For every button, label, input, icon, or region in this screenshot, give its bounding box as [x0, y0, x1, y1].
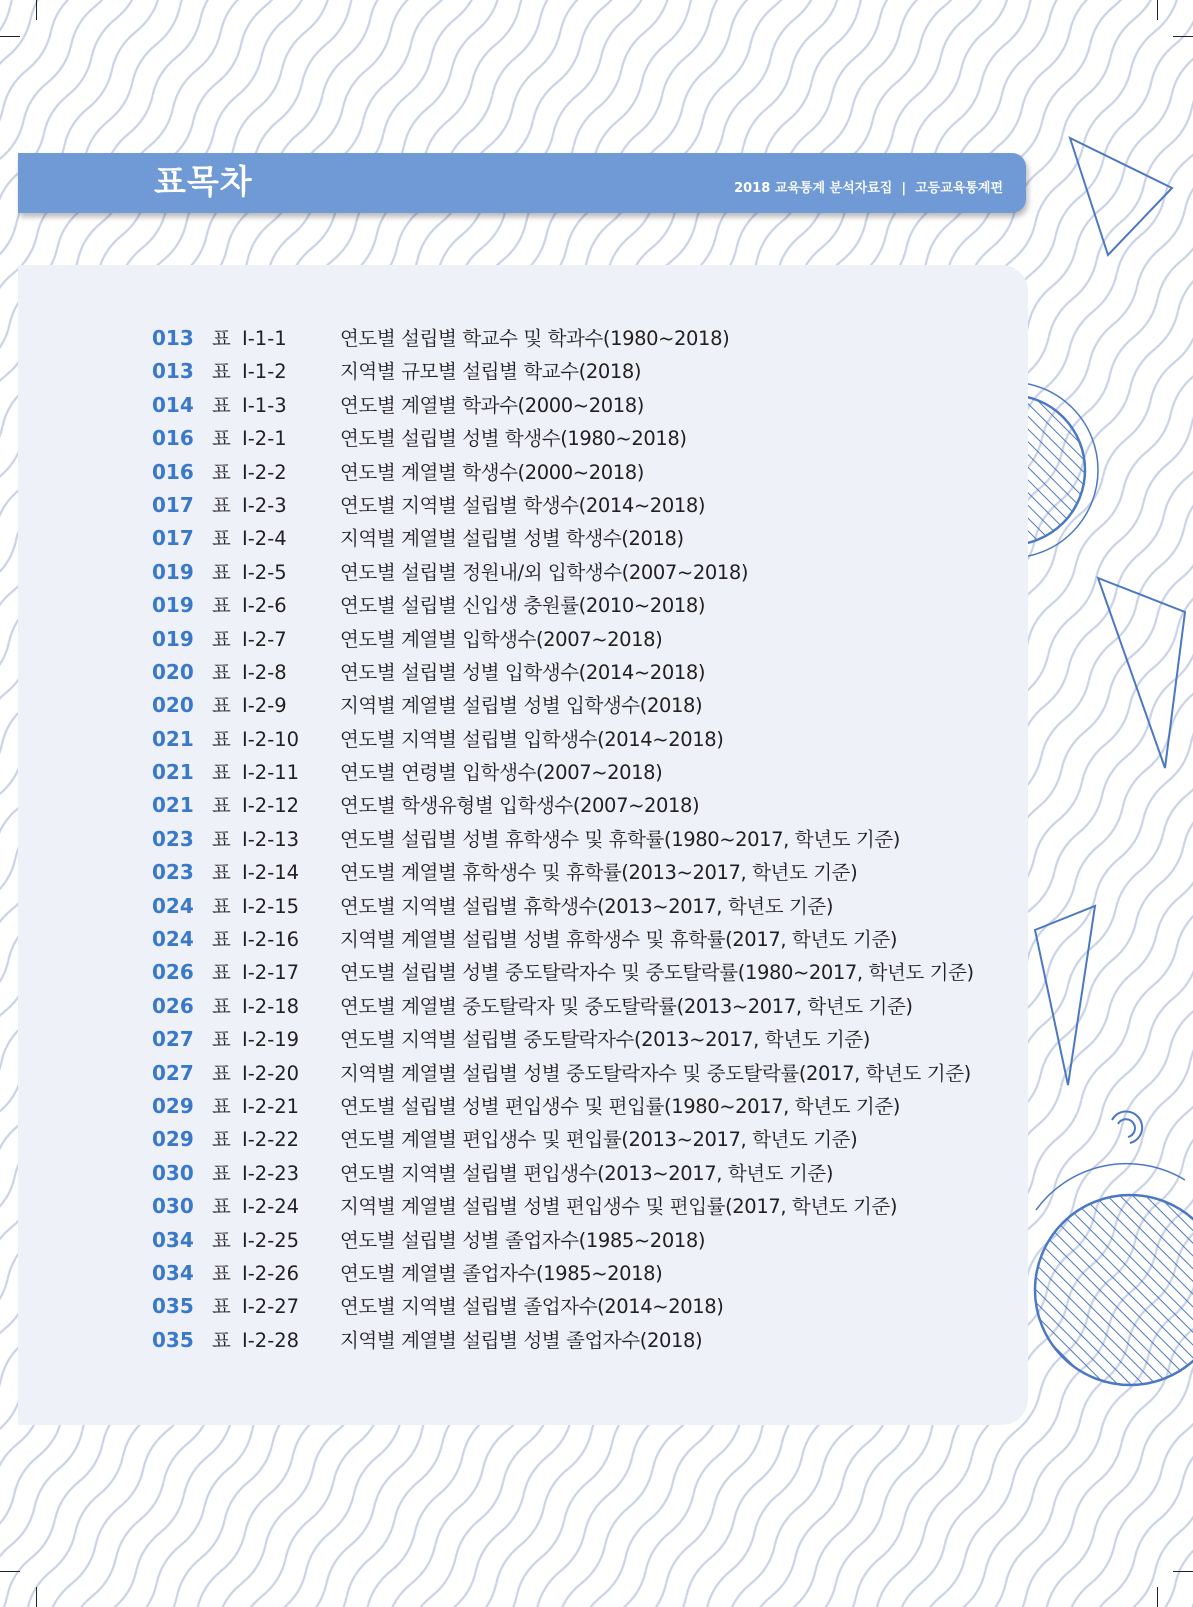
toc-prefix: 표 — [212, 1328, 231, 1352]
toc-item[interactable] — [152, 422, 974, 455]
toc-prefix: 표 — [212, 660, 231, 684]
toc-item[interactable] — [152, 623, 974, 656]
toc-title: 연도별 계열별 졸업자수(1985~2018) — [340, 1261, 663, 1285]
toc-title: 연도별 계열별 입학생수(2007~2018) — [340, 627, 663, 651]
toc-title: 지역별 계열별 설립별 성별 편입생수 및 편입률(2017, 학년도 기준) — [340, 1195, 898, 1219]
toc-item[interactable] — [152, 856, 974, 889]
crop-mark — [1173, 1571, 1193, 1572]
toc-title: 지역별 계열별 설립별 성별 중도탈락자수 및 중도탈락률(2017, 학년도 기준) — [340, 1061, 971, 1085]
toc-prefix: 표 — [212, 327, 231, 350]
toc-title: 지역별 계열별 설립별 성별 학생수(2018) — [340, 527, 684, 551]
toc-title: 연도별 계열별 편입생수 및 편입률(2013~2017, 학년도 기준) — [340, 1128, 858, 1152]
toc-table-number: Ⅰ-2-20 — [242, 1061, 300, 1085]
toc-page-number: 021 — [152, 726, 194, 751]
toc-title: 연도별 설립별 성별 중도탈락자수 및 중도탈락률(1980~2017, 학년도 기준) — [340, 961, 974, 985]
crop-mark — [36, 1587, 37, 1607]
toc-item[interactable] — [152, 322, 974, 355]
toc-page-number: 017 — [152, 526, 194, 551]
toc-item[interactable] — [152, 589, 974, 622]
toc-prefix: 표 — [212, 560, 231, 584]
toc-table-number: Ⅰ-2-16 — [242, 928, 300, 952]
toc-prefix: 표 — [212, 1028, 231, 1052]
toc-prefix: 표 — [212, 827, 231, 851]
toc-item[interactable] — [152, 355, 974, 388]
toc-title: 연도별 설립별 성별 졸업자수(1985~2018) — [340, 1228, 706, 1252]
toc-item[interactable] — [152, 456, 974, 489]
toc-page-number: 016 — [152, 459, 194, 484]
toc-page-number: 019 — [152, 626, 194, 651]
book-edition: 고등교육통계편 — [915, 181, 1003, 196]
toc-item[interactable] — [152, 1090, 974, 1123]
toc-page-number: 030 — [152, 1194, 194, 1219]
toc-item[interactable] — [152, 1224, 974, 1257]
toc-prefix: 표 — [212, 460, 231, 484]
toc-item[interactable] — [152, 890, 974, 923]
toc-table-number: Ⅰ-2-23 — [242, 1161, 300, 1185]
toc-item[interactable] — [152, 789, 974, 822]
toc-title: 연도별 지역별 설립별 학생수(2014~2018) — [340, 493, 706, 517]
toc-page-number: 026 — [152, 960, 194, 985]
toc-table-number: Ⅰ-2-4 — [242, 527, 287, 551]
toc-table-number: Ⅰ-2-25 — [242, 1228, 300, 1252]
toc-item[interactable] — [152, 1257, 974, 1290]
crop-mark — [36, 0, 37, 20]
toc-page-number: 016 — [152, 426, 194, 451]
toc-page-number: 020 — [152, 659, 194, 684]
toc-title: 연도별 설립별 성별 학생수(1980~2018) — [340, 427, 687, 451]
toc-title: 연도별 지역별 설립별 휴학생수(2013~2017, 학년도 기준) — [340, 894, 834, 918]
crop-mark — [1157, 0, 1158, 20]
toc-prefix: 표 — [212, 894, 231, 918]
toc-item[interactable] — [152, 1123, 974, 1156]
toc-item[interactable] — [152, 1290, 974, 1323]
toc-title: 연도별 설립별 신입생 충원률(2010~2018) — [340, 594, 706, 618]
toc-prefix: 표 — [212, 393, 231, 417]
toc-page-number: 023 — [152, 826, 194, 851]
toc-prefix: 표 — [212, 861, 231, 885]
toc-prefix: 표 — [212, 1195, 231, 1219]
toc-item[interactable] — [152, 556, 974, 589]
toc-item[interactable] — [152, 1057, 974, 1090]
toc-title: 연도별 계열별 중도탈락자 및 중도탈락률(2013~2017, 학년도 기준) — [340, 994, 913, 1018]
toc-item[interactable] — [152, 1190, 974, 1223]
toc-page-number: 030 — [152, 1160, 194, 1185]
toc-table-number: Ⅰ-2-9 — [242, 694, 287, 718]
toc-prefix: 표 — [212, 928, 231, 952]
toc-table-number: Ⅰ-2-12 — [242, 794, 300, 818]
toc-page-number: 014 — [152, 392, 194, 417]
crop-mark — [1157, 1587, 1158, 1607]
toc-prefix: 표 — [212, 1295, 231, 1319]
toc-prefix: 표 — [212, 427, 231, 451]
toc-page-number: 024 — [152, 927, 194, 952]
toc-table-number: Ⅰ-2-14 — [242, 861, 300, 885]
toc-prefix: 표 — [212, 1094, 231, 1118]
toc-page-number: 020 — [152, 693, 194, 718]
toc-prefix: 표 — [212, 493, 231, 517]
toc-item[interactable] — [152, 923, 974, 956]
toc-table-number: Ⅰ-2-19 — [242, 1028, 300, 1052]
toc-title: 연도별 계열별 학과수(2000~2018) — [340, 393, 644, 417]
toc-page-number: 023 — [152, 860, 194, 885]
toc-page-number: 017 — [152, 492, 194, 517]
toc-title: 연도별 계열별 휴학생수 및 휴학률(2013~2017, 학년도 기준) — [340, 861, 858, 885]
toc-item[interactable] — [152, 1023, 974, 1056]
toc-prefix: 표 — [212, 694, 231, 718]
toc-title: 연도별 지역별 설립별 편입생수(2013~2017, 학년도 기준) — [340, 1161, 834, 1185]
toc-title: 연도별 지역별 설립별 중도탈락자수(2013~2017, 학년도 기준) — [340, 1028, 870, 1052]
toc-page-number: 013 — [152, 326, 194, 350]
toc-item[interactable] — [152, 756, 974, 789]
toc-page-number: 019 — [152, 559, 194, 584]
toc-prefix: 표 — [212, 1228, 231, 1252]
toc-prefix: 표 — [212, 594, 231, 618]
toc-prefix: 표 — [212, 727, 231, 751]
toc-prefix: 표 — [212, 360, 231, 384]
toc-table-number: Ⅰ-2-24 — [242, 1195, 300, 1219]
toc-title: 연도별 설립별 성별 휴학생수 및 휴학률(1980~2017, 학년도 기준) — [340, 827, 900, 851]
toc-table-number: Ⅰ-2-15 — [242, 894, 300, 918]
toc-item[interactable] — [152, 522, 974, 555]
toc-table-number: Ⅰ-2-13 — [242, 827, 300, 851]
toc-page-number: 026 — [152, 993, 194, 1018]
toc-page-number: 034 — [152, 1260, 194, 1285]
toc-item[interactable] — [152, 823, 974, 856]
toc-page-number: 021 — [152, 793, 194, 818]
toc-title: 지역별 계열별 설립별 성별 휴학생수 및 휴학률(2017, 학년도 기준) — [340, 928, 898, 952]
toc-item[interactable] — [152, 723, 974, 756]
toc-page-number: 035 — [152, 1294, 194, 1319]
toc-page-number: 034 — [152, 1227, 194, 1252]
toc-item[interactable] — [152, 1324, 974, 1357]
toc-page-number: 027 — [152, 1027, 194, 1052]
toc-title: 연도별 지역별 설립별 입학생수(2014~2018) — [340, 727, 724, 751]
page-title: 표목차 — [154, 162, 253, 201]
toc-table-number: Ⅰ-2-6 — [242, 594, 287, 618]
toc-table-number: Ⅰ-1-1 — [242, 327, 287, 350]
toc-title: 지역별 계열별 설립별 성별 입학생수(2018) — [340, 694, 703, 718]
toc-table-number: Ⅰ-2-8 — [242, 660, 287, 684]
toc-page-number: 024 — [152, 893, 194, 918]
toc-page-number: 013 — [152, 359, 194, 384]
toc-title: 연도별 계열별 학생수(2000~2018) — [340, 460, 644, 484]
toc-page-number: 019 — [152, 593, 194, 618]
toc-page-number: 021 — [152, 760, 194, 785]
toc-item[interactable] — [152, 689, 974, 722]
toc-item[interactable] — [152, 656, 974, 689]
toc-prefix: 표 — [212, 994, 231, 1018]
toc-table-number: Ⅰ-2-10 — [242, 727, 300, 751]
toc-table-number: Ⅰ-2-27 — [242, 1295, 300, 1319]
toc-item[interactable] — [152, 956, 974, 989]
toc-prefix: 표 — [212, 761, 231, 785]
header-separator: | — [901, 181, 907, 196]
toc-page-number: 029 — [152, 1093, 194, 1118]
toc-title: 연도별 설립별 학교수 및 학과수(1980~2018) — [340, 327, 730, 350]
toc-table-number: Ⅰ-2-5 — [242, 560, 287, 584]
toc-table-number: Ⅰ-2-21 — [242, 1094, 300, 1118]
toc-item[interactable] — [152, 489, 974, 522]
crop-mark — [0, 1571, 20, 1572]
book-title: 2018 교육통계 분석자료집 — [734, 181, 893, 196]
toc-title: 연도별 연령별 입학생수(2007~2018) — [340, 761, 663, 785]
toc-item[interactable] — [152, 1157, 974, 1190]
toc-title: 지역별 계열별 설립별 성별 졸업자수(2018) — [340, 1328, 703, 1352]
toc-page-number: 035 — [152, 1327, 194, 1352]
toc-title: 연도별 설립별 정원내/외 입학생수(2007~2018) — [340, 560, 749, 584]
toc-table-number: Ⅰ-2-26 — [242, 1261, 300, 1285]
toc-prefix: 표 — [212, 627, 231, 651]
toc-prefix: 표 — [212, 1161, 231, 1185]
toc-page-number: 027 — [152, 1060, 194, 1085]
toc-title: 연도별 학생유형별 입학생수(2007~2018) — [340, 794, 700, 818]
toc-table-number: Ⅰ-2-11 — [242, 761, 300, 785]
toc-table-number: Ⅰ-2-28 — [242, 1328, 300, 1352]
toc-prefix: 표 — [212, 1128, 231, 1152]
toc-prefix: 표 — [212, 794, 231, 818]
toc-title: 연도별 지역별 설립별 졸업자수(2014~2018) — [340, 1295, 724, 1319]
toc-item[interactable] — [152, 389, 974, 422]
toc-prefix: 표 — [212, 961, 231, 985]
toc-title: 지역별 규모별 설립별 학교수(2018) — [340, 360, 642, 384]
toc-title: 연도별 설립별 성별 편입생수 및 편입률(1980~2017, 학년도 기준) — [340, 1094, 900, 1118]
crop-mark — [1173, 36, 1193, 37]
toc-table-number: Ⅰ-1-2 — [242, 360, 287, 384]
toc-prefix: 표 — [212, 1261, 231, 1285]
toc-page-number: 029 — [152, 1127, 194, 1152]
toc-item[interactable] — [152, 990, 974, 1023]
toc-table-number: Ⅰ-2-17 — [242, 961, 300, 985]
toc-table-number: Ⅰ-2-1 — [242, 427, 287, 451]
toc-prefix: 표 — [212, 527, 231, 551]
table-of-contents-list — [152, 322, 974, 1357]
toc-title: 연도별 설립별 성별 입학생수(2014~2018) — [340, 660, 706, 684]
crop-mark — [0, 36, 20, 37]
book-info — [734, 180, 1003, 198]
toc-table-number: Ⅰ-2-2 — [242, 460, 287, 484]
toc-prefix: 표 — [212, 1061, 231, 1085]
toc-table-number: Ⅰ-2-7 — [242, 627, 287, 651]
toc-table-number: Ⅰ-1-3 — [242, 393, 287, 417]
toc-table-number: Ⅰ-2-18 — [242, 994, 300, 1018]
toc-table-number: Ⅰ-2-22 — [242, 1128, 300, 1152]
toc-table-number: Ⅰ-2-3 — [242, 493, 287, 517]
